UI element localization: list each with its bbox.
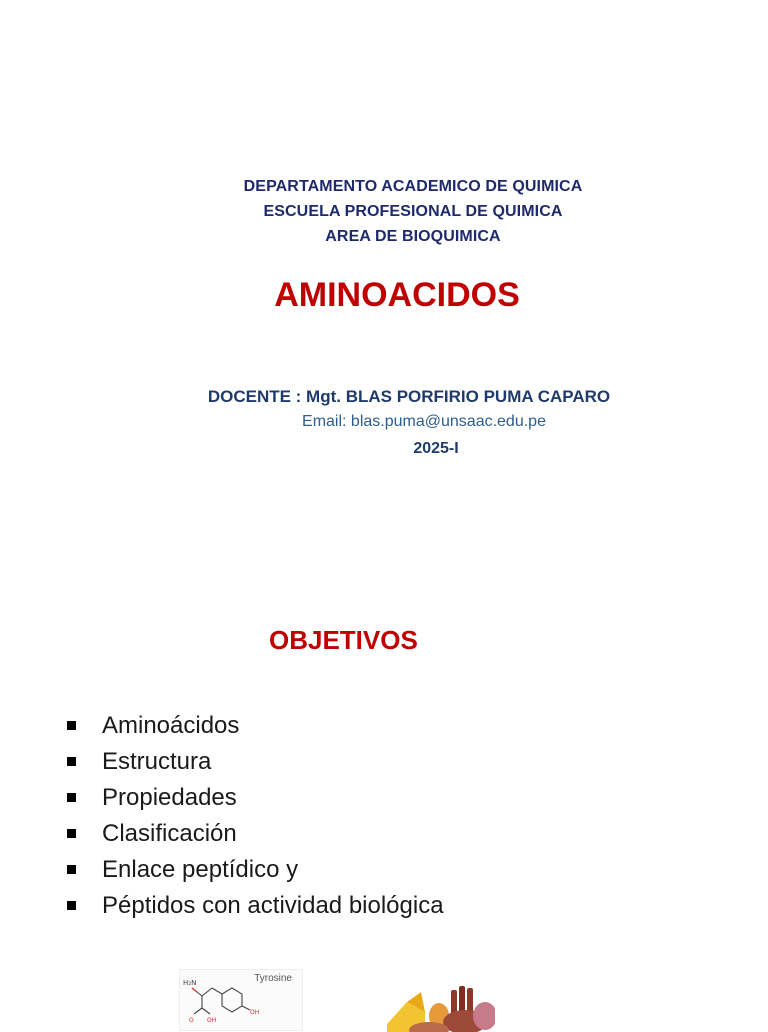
- food-illustration: [385, 972, 495, 1032]
- protein-food-image: [385, 972, 495, 1032]
- square-bullet-icon: [67, 865, 76, 874]
- list-item-text: Enlace peptídico y: [102, 856, 299, 883]
- square-bullet-icon: [67, 901, 76, 910]
- tyrosine-structure-image: [179, 969, 303, 1031]
- list-item: [64, 780, 444, 816]
- instructor-name: DOCENTE : Mgt. BLAS PORFIRIO PUMA CAPARO: [207, 387, 611, 406]
- instructor-email: Email: blas.puma@unsaac.edu.pe: [302, 413, 546, 430]
- svg-text:O: O: [189, 1017, 194, 1024]
- document-title: AMINOACIDOS: [274, 276, 520, 314]
- list-item: [64, 816, 444, 852]
- area-name: AREA DE BIOQUIMICA: [325, 228, 501, 245]
- tyrosine-label: Tyrosine: [254, 973, 292, 984]
- list-item-text: Clasificación: [102, 820, 237, 847]
- square-bullet-icon: [67, 721, 76, 730]
- square-bullet-icon: [67, 757, 76, 766]
- list-item: [64, 744, 444, 780]
- list-item: [64, 888, 444, 924]
- objectives-heading: OBJETIVOS: [269, 625, 418, 655]
- list-item-text: Propiedades: [102, 784, 237, 811]
- svg-text:OH: OH: [207, 1017, 217, 1024]
- department-name: DEPARTAMENTO ACADEMICO DE QUIMICA: [243, 178, 583, 195]
- svg-text:OH: OH: [250, 1009, 260, 1016]
- list-item-text: Aminoácidos: [102, 712, 240, 739]
- list-item-text: Estructura: [102, 748, 212, 775]
- objectives-list: [64, 708, 444, 924]
- square-bullet-icon: [67, 793, 76, 802]
- list-item: [64, 708, 444, 744]
- square-bullet-icon: [67, 829, 76, 838]
- list-item-text: Péptidos con actividad biológica: [102, 892, 444, 919]
- svg-text:H₂N: H₂N: [183, 979, 197, 987]
- list-item: [64, 852, 444, 888]
- school-name: ESCUELA PROFESIONAL DE QUIMICA: [263, 203, 563, 220]
- academic-term: 2025-I: [413, 440, 459, 457]
